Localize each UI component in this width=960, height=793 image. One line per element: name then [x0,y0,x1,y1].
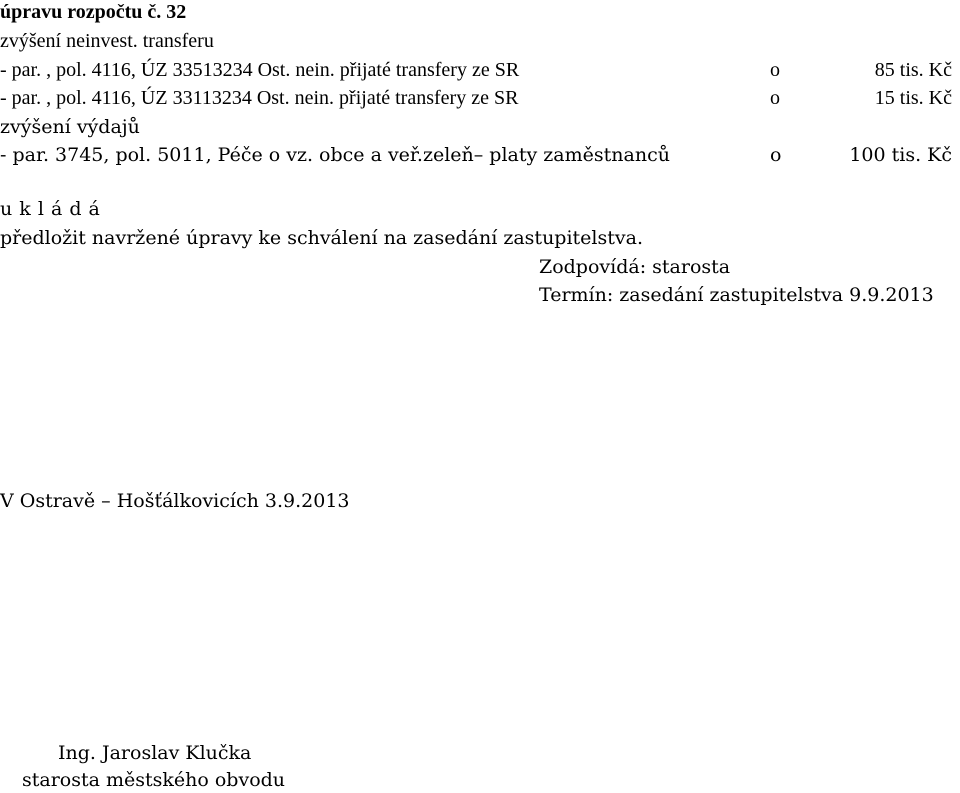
income-heading: zvýšení neinvest. transferu [0,30,214,52]
income-row [0,86,960,110]
resolution-instruction: předložit navržené úpravy ke schválení na zasedání zastupitelstva. [0,227,643,249]
expense-row-op: o [770,144,782,166]
income-row-amount: 15 tis. Kč [874,87,952,109]
income-row-text: - par. , pol. 4116, ÚZ 33513234 Ost. nein. přijaté transfery ze SR [0,59,520,81]
place-and-date: V Ostravě – Hošťálkovicích 3.9.2013 [0,490,350,512]
income-row [0,58,960,82]
signer-name: Ing. Jaroslav Klučka [58,742,252,764]
expense-heading: zvýšení výdajů [0,116,140,138]
signer-role: starosta městského obvodu [22,769,286,791]
resolution-verb: u k l á d á [0,198,101,220]
income-row-amount: 85 tis. Kč [874,59,952,81]
income-row-op: o [770,59,780,81]
deadline: Termín: zasedání zastupitelstva 9.9.2013 [539,284,934,306]
expense-row-text: - par. 3745, pol. 5011, Péče o vz. obce a veř.zeleň– platy zaměstnanců [0,144,670,166]
income-row-op: o [770,87,780,109]
income-row-text: - par. , pol. 4116, ÚZ 33113234 Ost. nein. přijaté transfery ze SR [0,87,519,109]
resolution-title: úpravu rozpočtu č. 32 [0,1,187,23]
expense-row-amount: 100 tis. Kč [849,144,952,166]
expense-row [0,143,960,167]
responsible-person: Zodpovídá: starosta [539,256,731,278]
